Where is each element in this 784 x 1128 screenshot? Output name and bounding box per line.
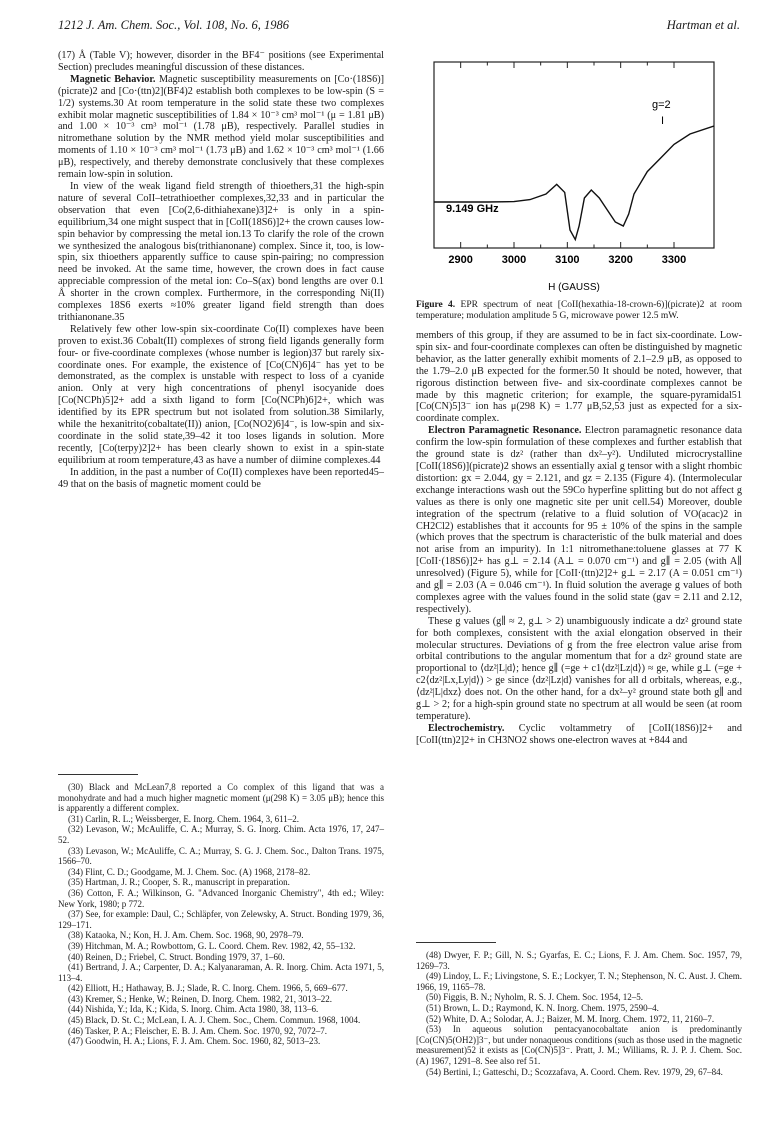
frequency-label: 9.149 GHz [446, 203, 499, 215]
x-axis-label: H (GAUSS) [548, 282, 600, 293]
reference-item: (33) Levason, W.; McAuliffe, C. A.; Murray, S. G. J. Chem. Soc., Dalton Trans. 1975, 1566–70. [58, 845, 384, 867]
footnote-rule-right [416, 942, 496, 943]
reference-item: (54) Bertini, I.; Gatteschi, D.; Scozzafava, A. Coord. Chem. Rev. 1979, 29, 67–84. [426, 1066, 723, 1077]
reference-item: (31) Carlin, R. L.; Weissberger, E. Inorg. Chem. 1964, 3, 611–2. [68, 813, 300, 824]
figure-4 [416, 50, 742, 298]
paragraph: In addition, in the past a number of Co(II) complexes have been reported45–49 that on the basis of magnetic moment could be [58, 466, 384, 490]
references-left [58, 782, 384, 1047]
top-ticks [461, 62, 674, 68]
section-heading-magnetic: Magnetic Behavior. [70, 73, 156, 85]
reference-item: (44) Nishida, Y.; Ida, K.; Kida, S. Inorg. Chim. Acta 1980, 38, 113–6. [68, 1004, 319, 1015]
reference-item: (48) Dwyer, F. P.; Gill, N. S.; Gyarfas, E. C.; Lions, F. J. Am. Chem. Soc. 1957, 79, 1269–73. [416, 950, 742, 971]
x-tick-label: 3200 [608, 254, 633, 266]
g-value-tick: I [661, 115, 665, 127]
reference-item: (46) Tasker, P. A.; Fleischer, E. B. J. Am. Chem. Soc. 1970, 92, 7072–7. [68, 1025, 327, 1036]
bottom-ticks [461, 242, 674, 248]
reference-item: (32) Levason, W.; McAuliffe, C. A.; Murray, S. G. Inorg. Chim. Acta 1976, 17, 247–52. [58, 824, 384, 845]
paragraph: These g values (g∥ ≈ 2, g⊥ > 2) unambiguously indicate a dz² ground state for both complexes, consistent with the axial elongation observed in their molecular structures. Deviations of g from the free electron value arise from orbital contributions to the angular momentum that for a dz² ground state are proportional to ⟨dz²|L|d⟩; hence g∥ (=ge + c1⟨dz²|Lz|d⟩) ≈ ge, while g⊥ (=ge + c2⟨dz²|Lx,Ly|d⟩) > ge since ⟨dz²|Lz|d⟩ vanishes for all d orbitals, whereas, e.g., ⟨dz²|L|dxz⟩ does not. On the other hand, for a dx²–y² ground state both g∥ and g⊥ > 2; for a high-spin ground state no spectrum at all would be seen (at room temperature). [416, 615, 742, 722]
reference-item: (53) In aqueous solution pentacyanocobaltate anion is predominantly [Co(CN)5(OH2)]3⁻, but under nonaqueous conditions (such as those used in the magnetic measurement)52 it exists as [Co(CN)5]3⁻. Pratt, J. M.; Williams, R. J. P. J. Chem. Soc. (A) 1967, 1291–8. See also ref 51. [416, 1024, 742, 1066]
journal-citation: 1212 J. Am. Chem. Soc., Vol. 108, No. 6, 1986 [58, 18, 290, 32]
left-column [58, 50, 384, 491]
reference-item: (51) Brown, L. D.; Raymond, K. N. Inorg. Chem. 1975, 2590–4. [426, 1002, 659, 1013]
reference-item: (40) Reinen, D.; Friebel, C. Struct. Bonding 1979, 37, 1–60. [68, 951, 285, 962]
section-heading-electrochemistry: Electrochemistry. [428, 722, 505, 734]
x-tick-label: 3300 [661, 254, 687, 266]
reference-item: (47) Goodwin, H. A.; Lions, F. J. Am. Chem. Soc. 1960, 82, 5013–23. [68, 1036, 321, 1047]
figure-caption-label: Figure 4. [416, 300, 456, 310]
reference-item: (43) Kremer, S.; Henke, W.; Reinen, D. Inorg. Chem. 1982, 21, 3013–22. [68, 993, 332, 1004]
reference-item: (50) Figgis, B. N.; Nyholm, R. S. J. Chem. Soc. 1954, 12–5. [426, 992, 644, 1003]
running-header [58, 18, 740, 36]
reference-item: (41) Bertrand, J. A.; Carpenter, D. A.; Kalyanaraman, A. R. Inorg. Chim. Acta 1971, 5, 113–4. [58, 962, 384, 983]
figure-caption: Figure 4. EPR spectrum of neat [CoII(hexathia-18-crown-6)](picrate)2 at room temperature; modulation amplitude 5 G, microwave power 12.5 mW. [416, 300, 742, 321]
g-value-label: g=2 [652, 99, 671, 111]
x-tick-labels [448, 254, 686, 266]
paragraph: members of this group, if they are assumed to be in fact six-coordinate. Low-spin six- and four-coordinate complexes can often be distinguished by magnetic behavior, as the latter generally exhibit moments of 2.1–2.9 μB, as opposed to the 1.79–2.0 μB expected for the former.50 It should be noted, however, that rigorous distinction between five- and six-coordinate complexes cannot be made by this magnetic criterion; for example, the square-pyramidal51 [Co(CN)5]3⁻ ion has μ(298 K) = 1.77 μB,52,53 just as expected for a six-coordinate complex. [416, 330, 742, 425]
x-tick-label: 3000 [501, 254, 527, 266]
reference-item: (39) Hitchman, M. A.; Rowbottom, G. L. Coord. Chem. Rev. 1982, 42, 55–132. [68, 940, 356, 951]
reference-item: (38) Kataoka, N.; Kon, H. J. Am. Chem. Soc. 1968, 90, 2978–79. [68, 930, 304, 941]
section-heading-epr: Electron Paramagnetic Resonance. [428, 425, 582, 437]
paragraph-electrochemistry: Electrochemistry. Cyclic voltammetry of [CoII(18S6)]2+ and [CoII(ttn)2]2+ in CH3NO2 shows one-electron waves at +844 and [416, 722, 742, 746]
x-tick-label: 3100 [555, 254, 580, 266]
right-column [416, 50, 742, 747]
reference-item: (49) Lindoy, L. F.; Livingstone, S. E.; Lockyer, T. N.; Stephenson, N. C. Aust. J. Chem. 1966, 19, 1165–78. [416, 971, 742, 992]
epr-spectrum-chart [416, 50, 742, 298]
reference-item: (36) Cotton, F. A.; Wilkinson, G. "Advanced Inorganic Chemistry", 4th ed.; Wiley: New York, 1980; p 772. [58, 887, 384, 909]
paragraph: Relatively few other low-spin six-coordinate Co(II) complexes have been proven to exist.36 Cobalt(II) complexes of strong field ligands generally form four- or five-coordinate complexes (whose number is legion)37 but rarely six-coordinate ones. For example, the existence of [Co(CN)6]4⁻ has yet to be demonstrated, as the complex is unstable with respect to loss of a cyanide anion. Only at very high concentrations of phenyl isocyanide does [Co(NCPh)5]2+ add a sixth ligand to form [Co(NCPh)6]2+, which was identified by its EPR spectrum but not isolated from solution.38 Similarly, while the hexanitrito(cobaltate(II)) anion, [Co(NO2)6]4⁻, is low-spin and six-coordinate in the solid state,39–42 it too loses ligands in solution. More recently, [Co(terpy)2]2+ has been clearly shown to exist in a spin-state equilibrium at room temperature,43 as have a number of diimine complexes.44 [58, 323, 384, 466]
paragraph-magnetic: Magnetic Behavior. Magnetic susceptibility measurements on [Co·(18S6)](picrate)2 and [Co·(ttn)2](BF4)2 establish both complexes to be low-spin (S = 1/2) systems.30 At room temperature in the solid state these two complexes exhibit molar magnetic susceptibilities of 1.84 × 10⁻³ cm³ mol⁻¹ (μ = 1.81 μB) and 1.00 × 10⁻³ cm³ mol⁻¹ (1.78 μB), respectively. Parallel studies in nitromethane solution by the NMR method yield molar susceptibilities and moments of 1.10 × 10⁻³ cm³ mol⁻¹ (1.73 μB) and 1.62 × 10⁻³ cm³ mol⁻¹ (1.66 μB), respectively, and thereby demonstrate conclusively that these complexes remain low-spin in solution. [58, 73, 385, 181]
x-tick-label: 2900 [448, 254, 473, 266]
reference-item: (52) White, D. A.; Solodar, A. J.; Baizer, M. M. Inorg. Chem. 1972, 11, 2160–7. [426, 1013, 715, 1024]
references-right [416, 950, 742, 1077]
reference-item: (37) See, for example: Daul, C.; Schläpfer, von Zelewsky, A. Struct. Bonding 1979, 36, 129–171. [58, 909, 384, 930]
paragraph: (17) Å (Table V); however, disorder in the BF4⁻ positions (see Experimental Section) precludes meaningful discussion of these distances. [58, 50, 384, 73]
paragraph-epr: Electron Paramagnetic Resonance. Electron paramagnetic resonance data confirm the low-spin formulation of these complexes and further establish that the ground state is dz² (rather than dx²–y²). Undiluted microcrystalline [CoII(18S6)](picrate)2 shows an essentially axial g tensor with a slight rhombic distortion: gx = 2.044, gy = 2.121, and gz = 2.135 (Figure 4). (Intermolecular exchange interactions wash out the 59Co hyperfine splitting but do not affect g values as there is only one magnetic site per unit cell.54) Moreover, double integration of the spectrum (relative to a fluid solution of VO(acac)2 in CH2Cl2) establishes that it accounts for 95 ± 10% of the spins in the sample (which proves that the spectrum is characteristic of the bulk material and does not arise from an impurity). In 1:1 nitromethane:toluene glasses at 77 K [CoII·(18S6)]2+ has g⊥ = 2.14 (A⊥ = 0.070 cm⁻¹) and g∥ = 2.05 (with A∥ unresolved) (Figure 5), while for [CoII·(ttn)2]2+ g⊥ = 2.17 (A = 0.051 cm⁻¹) and g∥ = 2.03 (A = 0.046 cm⁻¹). In fluid solution the average g values of both complexes agree with the values found in the solid state (gav = 2.11 and 2.12, respectively). [416, 425, 742, 615]
reference-item: (35) Hartman, J. R.; Cooper, S. R., manuscript in preparation. [68, 877, 290, 888]
reference-item: (45) Black, D. St. C.; McLean, I. A. J. Chem. Soc., Chem. Commun. 1968, 1004. [68, 1015, 361, 1026]
plot-frame [434, 62, 714, 248]
authors: Hartman et al. [666, 18, 740, 32]
reference-item: (34) Flint, C. D.; Goodgame, M. J. Chem. Soc. (A) 1968, 2178–82. [68, 866, 311, 877]
footnote-rule [58, 774, 138, 775]
reference-item: (30) Black and McLean7,8 reported a Co complex of this ligand that was a monohydrate and had a much higher magnetic moment (μ(298 K) = 3.05 μB); hence this is apparently a different complex. [58, 782, 384, 814]
paragraph: In view of the weak ligand field strength of thioethers,31 the high-spin nature of several CoII–tetrathioether complexes,32,33 and in particular the observation that even [Co(2,6-dithiahexane)3]2+ is only in a spin-equilibrium,34 one might suspect that in [CoII(18S6)]2+ the crown causes low-spin behavior by compressing the metal ion.13 To clarify the role of the crown we synthesized the analogous bis(trithianonane) complex. Since it, too, is low-spin, six thioethers apparently suffice to cause spin-pairing; no compression need be invoked. At the same time, however, the crown does in fact cause appreciable compression of the metal ion: Co–S(ax) bond lengths are over 0.1 Å shorter in the crown complex. Furthermore, in the corresponding Ni(II) complexes 18S6 exerts ≈10% greater ligand field strength than does trithianonane.35 [58, 180, 384, 323]
spectrum-line [434, 126, 714, 240]
reference-item: (42) Elliott, H.; Hathaway, B. J.; Slade, R. C. Inorg. Chem. 1966, 5, 669–677. [68, 983, 348, 994]
